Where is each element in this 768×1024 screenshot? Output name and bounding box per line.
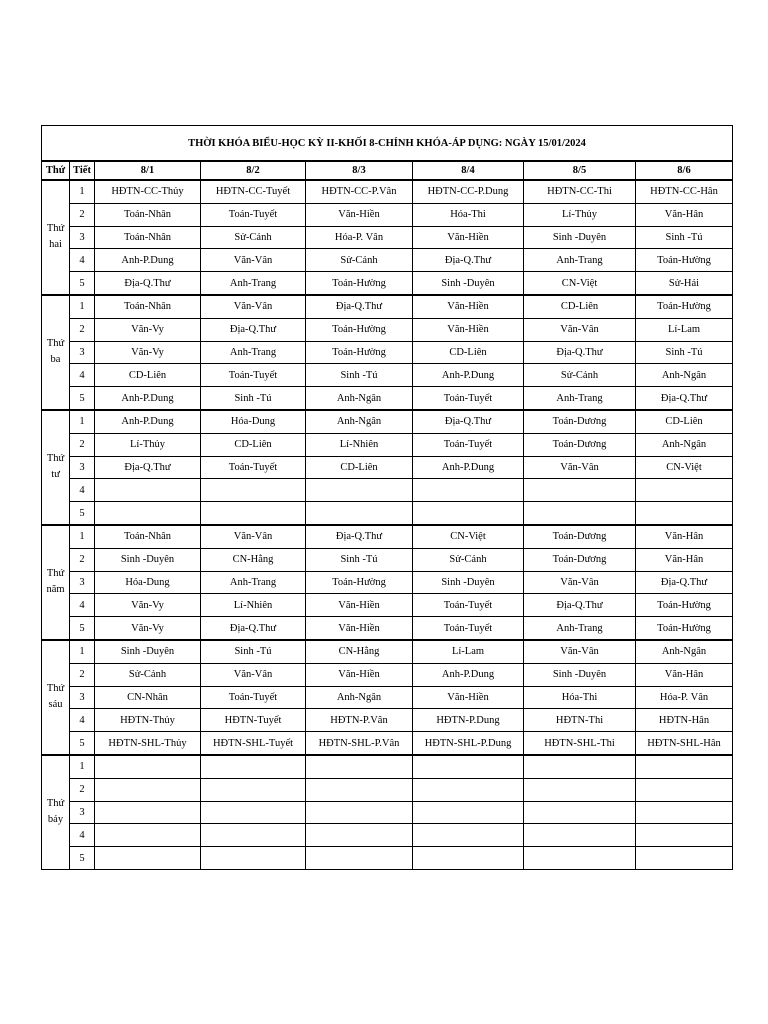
lesson-cell <box>201 824 306 847</box>
lesson-cell: Anh-P.Dung <box>95 410 201 433</box>
lesson-cell: Hóa-Thi <box>413 203 524 226</box>
lesson-cell <box>201 755 306 778</box>
lesson-cell: Sinh -Duyên <box>413 571 524 594</box>
lesson-cell: Anh-Trang <box>201 571 306 594</box>
lesson-cell <box>95 847 201 870</box>
lesson-cell: Địa-Q.Thư <box>95 272 201 295</box>
day-label: Thứ năm <box>42 525 70 640</box>
lesson-cell: Văn-Vân <box>201 295 306 318</box>
lesson-cell: Địa-Q.Thư <box>636 387 733 410</box>
lesson-cell <box>636 479 733 502</box>
lesson-cell <box>524 824 636 847</box>
period-number: 4 <box>70 479 95 502</box>
table-row <box>42 824 733 847</box>
lesson-cell: Anh-Trang <box>524 387 636 410</box>
lesson-cell <box>524 847 636 870</box>
lesson-cell: Lí-Lam <box>636 318 733 341</box>
lesson-cell: Địa-Q.Thư <box>306 525 413 548</box>
period-number: 5 <box>70 272 95 295</box>
lesson-cell <box>413 824 524 847</box>
lesson-cell: Sử-Cảnh <box>201 226 306 249</box>
lesson-cell: Địa-Q.Thư <box>306 295 413 318</box>
table-row <box>42 180 733 203</box>
table-row <box>42 755 733 778</box>
lesson-cell: HĐTN-CC-P.Vân <box>306 180 413 203</box>
table-row <box>42 387 733 410</box>
table-row <box>42 594 733 617</box>
lesson-cell: Toán-Tuyết <box>413 594 524 617</box>
table-row <box>42 456 733 479</box>
lesson-cell: Anh-P.Dung <box>413 364 524 387</box>
lesson-cell <box>636 755 733 778</box>
lesson-cell <box>636 801 733 824</box>
lesson-cell: Toán-Nhân <box>95 525 201 548</box>
lesson-cell <box>413 755 524 778</box>
table-row <box>42 617 733 640</box>
lesson-cell <box>95 778 201 801</box>
lesson-cell: Hóa-Thi <box>524 686 636 709</box>
lesson-cell: HĐTN-SHL-Hân <box>636 732 733 755</box>
lesson-cell <box>524 479 636 502</box>
lesson-cell: Toán-Hường <box>306 272 413 295</box>
period-number: 3 <box>70 801 95 824</box>
lesson-cell: CN-Nhân <box>95 686 201 709</box>
lesson-cell: Toán-Nhân <box>95 226 201 249</box>
lesson-cell: Văn-Vy <box>95 318 201 341</box>
lesson-cell: CD-Liên <box>636 410 733 433</box>
lesson-cell: Văn-Hiền <box>306 203 413 226</box>
table-row <box>42 663 733 686</box>
lesson-cell: Địa-Q.Thư <box>524 594 636 617</box>
lesson-cell: HĐTN-CC-Thi <box>524 180 636 203</box>
day-label: Thứ ba <box>42 295 70 410</box>
timetable <box>41 125 733 870</box>
lesson-cell <box>636 824 733 847</box>
table-row <box>42 479 733 502</box>
period-number: 4 <box>70 824 95 847</box>
lesson-cell: Toán-Hường <box>636 295 733 318</box>
lesson-cell <box>413 479 524 502</box>
lesson-cell: Toán-Tuyết <box>201 456 306 479</box>
lesson-cell: Sử-Cảnh <box>524 364 636 387</box>
lesson-cell: Anh-P.Dung <box>95 249 201 272</box>
lesson-cell: Văn-Hiền <box>306 617 413 640</box>
lesson-cell: Anh-Ngân <box>636 433 733 456</box>
lesson-cell: Sinh -Duyên <box>524 226 636 249</box>
lesson-cell <box>636 502 733 525</box>
day-label: Thứ hai <box>42 180 70 295</box>
lesson-cell: Hóa-Dung <box>201 410 306 433</box>
lesson-cell <box>95 755 201 778</box>
lesson-cell: Văn-Vy <box>95 617 201 640</box>
lesson-cell <box>306 479 413 502</box>
table-row <box>42 410 733 433</box>
lesson-cell: HĐTN-SHL-P.Vân <box>306 732 413 755</box>
lesson-cell <box>524 801 636 824</box>
period-number: 1 <box>70 755 95 778</box>
table-row <box>42 203 733 226</box>
lesson-cell: Sinh -Duyên <box>95 640 201 663</box>
header-class-8-1: 8/1 <box>95 161 201 180</box>
lesson-cell: HĐTN-SHL-P.Dung <box>413 732 524 755</box>
lesson-cell: CN-Hằng <box>306 640 413 663</box>
lesson-cell <box>306 755 413 778</box>
header-class-8-5: 8/5 <box>524 161 636 180</box>
day-block <box>42 640 733 755</box>
lesson-cell: Văn-Vy <box>95 341 201 364</box>
lesson-cell: Lí-Thủy <box>524 203 636 226</box>
period-number: 2 <box>70 433 95 456</box>
lesson-cell: Toán-Dương <box>524 525 636 548</box>
table-row <box>42 778 733 801</box>
lesson-cell: HĐTN-CC-Hân <box>636 180 733 203</box>
lesson-cell: Anh-Ngân <box>306 410 413 433</box>
lesson-cell: Hóa-P. Vân <box>636 686 733 709</box>
lesson-cell: Sinh -Tú <box>636 226 733 249</box>
lesson-cell <box>201 479 306 502</box>
lesson-cell: CD-Liên <box>95 364 201 387</box>
lesson-cell: Văn-Vy <box>95 594 201 617</box>
lesson-cell: Toán-Dương <box>524 410 636 433</box>
lesson-cell: CD-Liên <box>413 341 524 364</box>
lesson-cell: Sinh -Duyên <box>524 663 636 686</box>
lesson-cell <box>95 801 201 824</box>
lesson-cell: HĐTN-P.Vân <box>306 709 413 732</box>
lesson-cell <box>201 502 306 525</box>
lesson-cell: Toán-Hường <box>306 341 413 364</box>
table-row <box>42 226 733 249</box>
period-number: 3 <box>70 686 95 709</box>
lesson-cell: Toán-Hường <box>636 594 733 617</box>
day-label: Thứ tư <box>42 410 70 525</box>
lesson-cell: Lí-Nhiên <box>201 594 306 617</box>
lesson-cell <box>636 847 733 870</box>
period-number: 1 <box>70 525 95 548</box>
period-number: 2 <box>70 663 95 686</box>
lesson-cell <box>413 801 524 824</box>
header-class-8-6: 8/6 <box>636 161 733 180</box>
lesson-cell: Văn-Vân <box>524 318 636 341</box>
lesson-cell <box>306 847 413 870</box>
lesson-cell: HĐTN-CC-Thủy <box>95 180 201 203</box>
day-block <box>42 410 733 525</box>
lesson-cell: Sinh -Tú <box>306 364 413 387</box>
lesson-cell: Văn-Hiền <box>413 295 524 318</box>
period-number: 2 <box>70 203 95 226</box>
lesson-cell: Văn-Vân <box>201 663 306 686</box>
lesson-cell: CN-Hằng <box>201 548 306 571</box>
lesson-cell: Anh-Ngân <box>306 686 413 709</box>
lesson-cell: Toán-Dương <box>524 548 636 571</box>
lesson-cell: Văn-Hân <box>636 663 733 686</box>
lesson-cell <box>306 778 413 801</box>
lesson-cell: Anh-Ngân <box>306 387 413 410</box>
lesson-cell <box>413 502 524 525</box>
lesson-cell: Văn-Hân <box>636 525 733 548</box>
lesson-cell <box>201 847 306 870</box>
lesson-cell <box>636 778 733 801</box>
period-number: 1 <box>70 410 95 433</box>
lesson-cell: Toán-Tuyết <box>413 387 524 410</box>
period-number: 1 <box>70 180 95 203</box>
table-row <box>42 709 733 732</box>
lesson-cell: Anh-Trang <box>201 341 306 364</box>
lesson-cell <box>95 479 201 502</box>
lesson-cell: Toán-Hường <box>636 617 733 640</box>
lesson-cell: Anh-P.Dung <box>413 663 524 686</box>
period-number: 3 <box>70 341 95 364</box>
lesson-cell <box>413 778 524 801</box>
timetable-title: THỜI KHÓA BIỂU-HỌC KỲ II-KHỐI 8-CHÍNH KHÓA-ÁP DỤNG: NGÀY 15/01/2024 <box>42 126 733 162</box>
day-label: Thứ bảy <box>42 755 70 869</box>
period-number: 3 <box>70 571 95 594</box>
lesson-cell: Địa-Q.Thư <box>524 341 636 364</box>
period-number: 3 <box>70 456 95 479</box>
lesson-cell: Văn-Hân <box>636 203 733 226</box>
header-class-8-4: 8/4 <box>413 161 524 180</box>
header-day: Thứ <box>42 161 70 180</box>
table-row <box>42 525 733 548</box>
lesson-cell <box>95 824 201 847</box>
table-row <box>42 640 733 663</box>
lesson-cell: Toán-Hường <box>306 318 413 341</box>
lesson-cell: Toán-Hường <box>636 249 733 272</box>
lesson-cell: HĐTN-SHL-Thi <box>524 732 636 755</box>
lesson-cell: HĐTN-CC-Tuyết <box>201 180 306 203</box>
period-number: 4 <box>70 364 95 387</box>
lesson-cell: Văn-Vân <box>201 249 306 272</box>
lesson-cell: Toán-Tuyết <box>201 686 306 709</box>
lesson-cell: Sử-Cảnh <box>306 249 413 272</box>
lesson-cell: Anh-P.Dung <box>413 456 524 479</box>
table-row <box>42 249 733 272</box>
period-number: 1 <box>70 640 95 663</box>
lesson-cell: Văn-Hiền <box>413 226 524 249</box>
lesson-cell <box>306 801 413 824</box>
lesson-cell: HĐTN-Thi <box>524 709 636 732</box>
period-number: 2 <box>70 778 95 801</box>
lesson-cell: Địa-Q.Thư <box>413 410 524 433</box>
table-row <box>42 364 733 387</box>
lesson-cell <box>524 778 636 801</box>
lesson-cell: HĐTN-Thủy <box>95 709 201 732</box>
lesson-cell: HĐTN-Tuyết <box>201 709 306 732</box>
table-row <box>42 686 733 709</box>
lesson-cell: Toán-Tuyết <box>413 617 524 640</box>
lesson-cell <box>201 801 306 824</box>
lesson-cell: Hóa-Dung <box>95 571 201 594</box>
lesson-cell <box>524 755 636 778</box>
table-row <box>42 272 733 295</box>
day-block <box>42 180 733 295</box>
lesson-cell: Văn-Vân <box>524 456 636 479</box>
day-block <box>42 295 733 410</box>
lesson-cell: Văn-Hiền <box>413 318 524 341</box>
lesson-cell: Sinh -Duyên <box>95 548 201 571</box>
table-row <box>42 571 733 594</box>
period-number: 5 <box>70 732 95 755</box>
lesson-cell: Toán-Hường <box>306 571 413 594</box>
day-label: Thứ sáu <box>42 640 70 755</box>
period-number: 4 <box>70 594 95 617</box>
lesson-cell: Văn-Vân <box>201 525 306 548</box>
lesson-cell: Anh-Trang <box>201 272 306 295</box>
day-block <box>42 525 733 640</box>
table-row <box>42 801 733 824</box>
lesson-cell: CD-Liên <box>524 295 636 318</box>
table-row <box>42 502 733 525</box>
lesson-cell: Anh-Trang <box>524 617 636 640</box>
day-block <box>42 755 733 869</box>
lesson-cell: Toán-Tuyết <box>201 364 306 387</box>
lesson-cell: Địa-Q.Thư <box>201 318 306 341</box>
lesson-cell: Toán-Dương <box>524 433 636 456</box>
lesson-cell: CD-Liên <box>306 456 413 479</box>
period-number: 5 <box>70 617 95 640</box>
period-number: 1 <box>70 295 95 318</box>
lesson-cell <box>413 847 524 870</box>
lesson-cell: Sinh -Tú <box>201 387 306 410</box>
period-number: 2 <box>70 318 95 341</box>
header-period: Tiết <box>70 161 95 180</box>
lesson-cell: Văn-Vân <box>524 571 636 594</box>
lesson-cell: Địa-Q.Thư <box>413 249 524 272</box>
lesson-cell: HĐTN-P.Dung <box>413 709 524 732</box>
table-row <box>42 341 733 364</box>
lesson-cell: Anh-Trang <box>524 249 636 272</box>
timetable-sheet <box>41 125 730 870</box>
lesson-cell: Lí-Lam <box>413 640 524 663</box>
lesson-cell: HĐTN-SHL-Thủy <box>95 732 201 755</box>
lesson-cell: Anh-Ngân <box>636 640 733 663</box>
lesson-cell: Toán-Tuyết <box>201 203 306 226</box>
period-number: 4 <box>70 709 95 732</box>
lesson-cell: Địa-Q.Thư <box>201 617 306 640</box>
table-row <box>42 732 733 755</box>
lesson-cell: Địa-Q.Thư <box>95 456 201 479</box>
lesson-cell: CN-Việt <box>524 272 636 295</box>
lesson-cell: Hóa-P. Vân <box>306 226 413 249</box>
table-row <box>42 548 733 571</box>
lesson-cell <box>201 778 306 801</box>
lesson-cell: Sử-Cảnh <box>95 663 201 686</box>
lesson-cell <box>306 824 413 847</box>
lesson-cell: Sinh -Tú <box>306 548 413 571</box>
lesson-cell: Lí-Nhiên <box>306 433 413 456</box>
header-class-8-2: 8/2 <box>201 161 306 180</box>
lesson-cell: Toán-Tuyết <box>413 433 524 456</box>
lesson-cell: Văn-Hiền <box>306 663 413 686</box>
period-number: 2 <box>70 548 95 571</box>
lesson-cell: HĐTN-CC-P.Dung <box>413 180 524 203</box>
lesson-cell: Sử-Cảnh <box>413 548 524 571</box>
table-row <box>42 847 733 870</box>
lesson-cell: HĐTN-Hân <box>636 709 733 732</box>
table-row <box>42 433 733 456</box>
period-number: 5 <box>70 847 95 870</box>
lesson-cell: CN-Việt <box>636 456 733 479</box>
period-number: 3 <box>70 226 95 249</box>
lesson-cell <box>524 502 636 525</box>
lesson-cell: Sinh -Tú <box>201 640 306 663</box>
period-number: 5 <box>70 502 95 525</box>
lesson-cell: Sử-Hải <box>636 272 733 295</box>
header-row <box>42 161 733 180</box>
lesson-cell: Anh-P.Dung <box>95 387 201 410</box>
lesson-cell: Lí-Thủy <box>95 433 201 456</box>
header-class-8-3: 8/3 <box>306 161 413 180</box>
lesson-cell: HĐTN-SHL-Tuyết <box>201 732 306 755</box>
lesson-cell: Sinh -Duyên <box>413 272 524 295</box>
lesson-cell: CN-Việt <box>413 525 524 548</box>
table-row <box>42 295 733 318</box>
period-number: 4 <box>70 249 95 272</box>
lesson-cell: Sinh -Tú <box>636 341 733 364</box>
table-row <box>42 318 733 341</box>
lesson-cell: Văn-Hiền <box>306 594 413 617</box>
lesson-cell: Văn-Vân <box>524 640 636 663</box>
lesson-cell <box>306 502 413 525</box>
lesson-cell: Toán-Nhân <box>95 203 201 226</box>
lesson-cell: Văn-Hân <box>636 548 733 571</box>
lesson-cell <box>95 502 201 525</box>
lesson-cell: CD-Liên <box>201 433 306 456</box>
lesson-cell: Địa-Q.Thư <box>636 571 733 594</box>
lesson-cell: Văn-Hiền <box>413 686 524 709</box>
lesson-cell: Anh-Ngân <box>636 364 733 387</box>
period-number: 5 <box>70 387 95 410</box>
lesson-cell: Toán-Nhân <box>95 295 201 318</box>
